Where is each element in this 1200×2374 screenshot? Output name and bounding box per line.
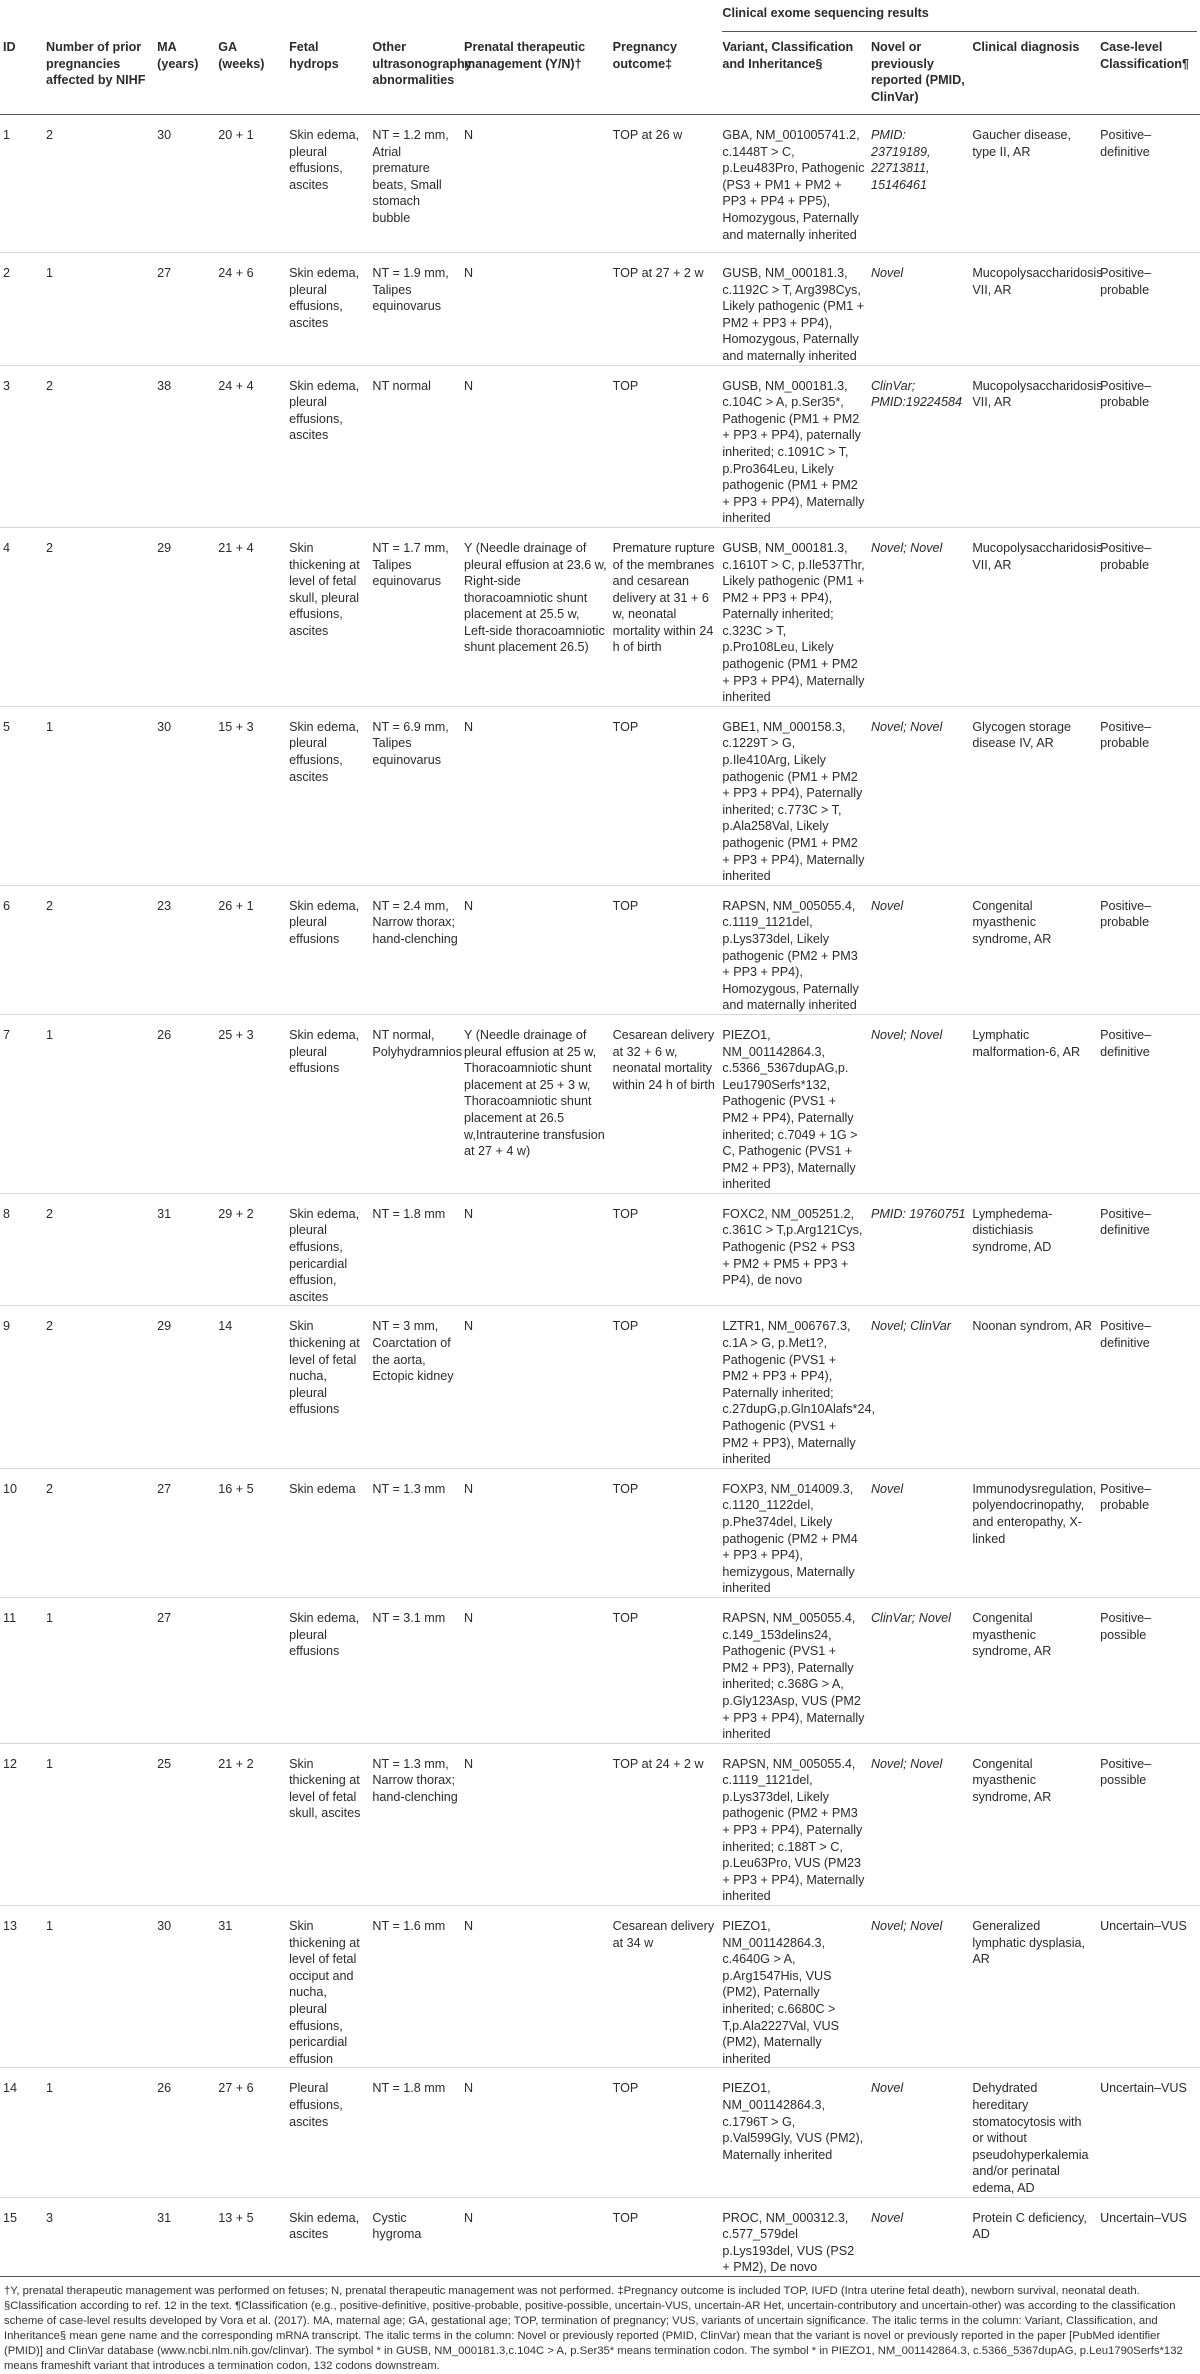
cell-prior: 2 — [46, 378, 54, 393]
cell-outcome: TOP — [612, 1610, 639, 1625]
header-row — [0, 37, 1200, 115]
cell-ma: 25 — [157, 1756, 172, 1771]
cell-outcome: TOP at 24 + 2 w — [612, 1756, 704, 1771]
cell-usg: NT = 1.8 mm — [372, 1206, 446, 1221]
cell-cls: Positive–definitive — [1100, 1206, 1152, 1238]
cell-ga: 26 + 1 — [218, 898, 254, 913]
table-row — [0, 1014, 1200, 1193]
cell-id: 7 — [3, 1027, 11, 1042]
table-row — [0, 1743, 1200, 1905]
cell-dx: Protein C deficiency, AD — [972, 2210, 1087, 2242]
cell-ma: 31 — [157, 1206, 172, 1221]
cell-mgmt: N — [464, 1319, 474, 1334]
cell-ga — [215, 1597, 286, 1743]
cell-cls: Uncertain–VUS — [1100, 2081, 1187, 2096]
table-footnotes — [0, 2277, 1200, 2374]
cell-outcome: TOP — [612, 719, 639, 734]
cell-hydrops: Skin thickening at level of fetal skull, pleural effusions, ascites — [289, 540, 360, 638]
cell-usg: NT = 1.6 mm — [372, 1919, 446, 1934]
cell-usg: NT normal — [372, 378, 431, 393]
col-header-dx: Clinical diagnosis — [972, 40, 1080, 54]
cell-dx: Glycogen storage disease IV, AR — [972, 719, 1072, 751]
cell-ga: 14 — [218, 1319, 233, 1334]
cell-ga: 20 + 1 — [218, 128, 254, 142]
cell-id: 15 — [3, 2210, 18, 2225]
cell-ga: 21 + 4 — [218, 540, 254, 555]
cell-usg: NT = 1.9 mm, Talipes equinovarus — [372, 266, 449, 314]
table-row — [0, 527, 1200, 706]
cell-variant: GUSB, NM_000181.3, c.104C > A, p.Ser35*, Pathogenic (PM1 + PM2 + PP3 + PP4), paternally inherited; c.1091C > T, p.Pro364Leu, Likely pathogenic (PM1 + PM2 + PP3 + PP4), Maternally inherited — [722, 378, 865, 526]
cell-id: 12 — [3, 1756, 18, 1771]
cell-mgmt: N — [464, 1756, 474, 1771]
cell-novel: PMID: 19760751 — [870, 1206, 966, 1221]
cell-outcome: TOP at 27 + 2 w — [612, 266, 704, 280]
table-row — [0, 1193, 1200, 1306]
cell-id: 4 — [3, 540, 11, 555]
col-header-cls: Case-level Classification¶ — [1100, 40, 1189, 71]
cell-id: 3 — [3, 378, 11, 393]
table-row — [0, 1597, 1200, 1743]
cell-ga: 21 + 2 — [218, 1756, 254, 1771]
cell-ga: 15 + 3 — [218, 719, 254, 734]
cell-ma: 29 — [157, 1319, 172, 1334]
cell-variant: GUSB, NM_000181.3, c.1192C > T, Arg398Cys, Likely pathogenic (PM1 + PM2 + PP3 + PP4), Homozygous, Paternally and maternally inherited — [722, 266, 865, 363]
cell-dx: Congenital myasthenic syndrome, AR — [972, 1756, 1052, 1804]
cell-novel: Novel; Novel — [870, 1919, 943, 1934]
cell-variant: FOXC2, NM_005251.2, c.361C > T,p.Arg121Cys, Pathogenic (PS2 + PS3 + PM2 + PM5 + PP3 + PP4), de novo — [722, 1206, 863, 1288]
table-row — [0, 1306, 1200, 1468]
cell-prior: 2 — [46, 540, 54, 555]
cell-novel: Novel; Novel — [870, 719, 943, 734]
cell-usg: NT = 1.8 mm — [372, 2081, 446, 2096]
cell-prior: 1 — [46, 2081, 54, 2096]
cell-cls: Positive–probable — [1100, 378, 1152, 410]
cell-ga: 27 + 6 — [218, 2081, 254, 2096]
cell-usg: NT normal, Polyhydramnios — [372, 1027, 462, 1059]
cell-hydrops: Skin edema, pleural effusions, ascites — [289, 378, 360, 443]
col-header-hydrops: Fetal hydrops — [289, 40, 339, 71]
table-row — [0, 2197, 1200, 2276]
cell-prior: 1 — [46, 719, 54, 734]
cell-outcome: TOP — [612, 378, 639, 393]
cell-id: 2 — [3, 266, 11, 280]
cell-mgmt: N — [464, 1206, 474, 1221]
cell-dx: Immunodysregulation, polyendocrinopathy, and enteropathy, X-linked — [972, 1481, 1097, 1546]
cell-novel: Novel — [870, 2210, 904, 2225]
cell-cls: Positive–probable — [1100, 540, 1152, 572]
cell-mgmt: N — [464, 1919, 474, 1934]
cell-variant: GBE1, NM_000158.3, c.1229T > G, p.Ile410Arg, Likely pathogenic (PM1 + PM2 + PP3 + PP4), Paternally inherited; c.773C > T, p.Ala258Val, Likely pathogenic (PM1 + PM2 + PP3 + PP4), Maternally inherited — [722, 719, 865, 884]
cell-id: 14 — [3, 2081, 18, 2096]
cell-hydrops: Skin edema, ascites — [289, 2210, 360, 2242]
cell-id: 10 — [3, 1481, 18, 1496]
cell-ma: 38 — [157, 378, 172, 393]
cell-ma: 27 — [157, 266, 172, 280]
cell-id: 13 — [3, 1919, 18, 1934]
cell-prior: 1 — [46, 1027, 54, 1042]
table-row — [0, 253, 1200, 366]
cell-novel: Novel; Novel — [870, 1756, 943, 1771]
cell-variant: RAPSN, NM_005055.4, c.1119_1121del, p.Lys373del, Likely pathogenic (PM2 + PM3 + PP3 + PP4), Paternally inherited; c.188T > C, p.Leu63Pro, VUS (PM23 + PP3 + PP4), Maternally inherited — [722, 1756, 865, 1904]
cell-prior: 1 — [46, 1919, 54, 1934]
table-row — [0, 365, 1200, 527]
cell-mgmt: N — [464, 1481, 474, 1496]
cell-prior: 2 — [46, 1481, 54, 1496]
table-row — [0, 1906, 1200, 2068]
cell-ga: 16 + 5 — [218, 1481, 254, 1496]
cell-hydrops: Skin edema, pleural effusions, ascites — [289, 128, 360, 192]
cell-hydrops: Skin edema, pleural effusions, ascites — [289, 719, 360, 784]
col-header-id: ID — [3, 40, 16, 54]
cell-dx: Generalized lymphatic dysplasia, AR — [972, 1919, 1086, 1967]
cell-id: 6 — [3, 898, 11, 913]
cell-hydrops: Skin edema, pleural effusions, pericardial effusion, ascites — [289, 1206, 360, 1304]
cell-prior: 2 — [46, 128, 54, 142]
cell-cls: Positive–probable — [1100, 898, 1152, 930]
cell-outcome: TOP — [612, 1481, 639, 1496]
cell-usg: NT = 1.3 mm, Narrow thorax; hand-clenching — [372, 1756, 458, 1804]
cell-id: 9 — [3, 1319, 11, 1334]
cell-cls: Positive–probable — [1100, 719, 1152, 751]
cell-usg: NT = 1.3 mm — [372, 1481, 446, 1496]
cell-usg: Cystic hygroma — [372, 2210, 422, 2242]
cell-ma: 30 — [157, 1919, 172, 1934]
cell-outcome: Premature rupture of the membranes and cesarean delivery at 31 + 6 w, neonatal mortality within 24 h of birth — [612, 540, 715, 655]
cell-usg: NT = 6.9 mm, Talipes equinovarus — [372, 719, 449, 768]
cell-hydrops: Skin edema, pleural effusions — [289, 898, 360, 946]
cell-hydrops: Skin thickening at level of fetal nucha, pleural effusions — [289, 1319, 360, 1417]
col-header-variant: Variant, Classification and Inheritance§ — [722, 40, 854, 71]
cell-prior: 1 — [46, 266, 54, 280]
cell-mgmt: N — [464, 266, 474, 280]
cell-dx: Congenital myasthenic syndrome, AR — [972, 1610, 1052, 1659]
cell-novel: Novel; Novel — [870, 1027, 943, 1042]
cell-dx: Dehydrated hereditary stomatocytosis with or without pseudohyperkalemia and/or perinatal edema, AD — [972, 2081, 1089, 2195]
cell-dx: Congenital myasthenic syndrome, AR — [972, 898, 1052, 946]
table-row — [0, 2068, 1200, 2197]
cell-hydrops: Pleural effusions, ascites — [289, 2081, 343, 2129]
col-header-ma: MA (years) — [157, 40, 199, 71]
cell-hydrops: Skin edema, pleural effusions, ascites — [289, 266, 360, 330]
cell-mgmt: N — [464, 898, 474, 913]
cell-outcome: TOP — [612, 1206, 639, 1221]
cell-mgmt: N — [464, 2081, 474, 2096]
col-header-ga: GA (weeks) — [218, 40, 265, 71]
cell-cls: Uncertain–VUS — [1100, 2210, 1187, 2225]
cell-id: 11 — [3, 1610, 17, 1625]
cell-dx: Gaucher disease, type II, AR — [972, 128, 1072, 159]
cell-prior: 1 — [46, 1756, 54, 1771]
cell-dx: Lymphatic malformation-6, AR — [972, 1027, 1081, 1059]
cell-prior: 3 — [46, 2210, 54, 2225]
cell-id: 1 — [3, 128, 11, 142]
cell-novel: PMID: 23719189, 22713811, 15146461 — [870, 128, 931, 192]
cell-novel: ClinVar; Novel — [870, 1610, 951, 1625]
cell-ga: 24 + 4 — [218, 378, 254, 393]
cell-dx: Mucopolysaccharidosis VII, AR — [972, 266, 1103, 297]
cell-ga: 13 + 5 — [218, 2210, 254, 2225]
table-row — [0, 1468, 1200, 1597]
cell-id: 5 — [3, 719, 11, 734]
cell-ma: 29 — [157, 540, 172, 555]
cell-mgmt: N — [464, 719, 474, 734]
cell-mgmt: N — [464, 128, 474, 142]
cell-novel: Novel — [870, 898, 904, 913]
cell-cls: Positive–definitive — [1100, 1319, 1152, 1351]
cell-mgmt: N — [464, 1610, 474, 1625]
cell-mgmt: Y (Needle drainage of pleural effusion at 23.6 w, Right-side thoracoamniotic shunt placement at 25.5 w, Left-side thoracoamniotic shunt placement 26.5) — [464, 540, 607, 655]
cell-outcome: TOP — [612, 2210, 639, 2225]
cell-usg: NT = 2.4 mm, Narrow thorax; hand-clenching — [372, 898, 458, 946]
cell-mgmt: N — [464, 2210, 474, 2225]
cell-dx: Mucopolysaccharidosis VII, AR — [972, 378, 1103, 410]
cell-outcome: Cesarean delivery at 34 w — [612, 1919, 715, 1950]
cell-novel: Novel — [870, 2081, 904, 2096]
cell-hydrops: Skin edema, pleural effusions — [289, 1027, 360, 1076]
cell-ga: 31 — [218, 1919, 233, 1934]
col-header-prior: Number of prior pregnancies affected by NIHF — [46, 40, 146, 88]
cell-prior: 2 — [46, 898, 54, 913]
cell-outcome: TOP — [612, 2081, 639, 2096]
cell-prior: 2 — [46, 1206, 54, 1221]
cell-cls: Positive–possible — [1100, 1756, 1152, 1788]
cell-variant: PIEZO1, NM_001142864.3, c.5366_5367dupAG,p. Leu1790Serfs*132, Pathogenic (PVS1 + PM2 + PP4), Paternally inherited; c.7049 + 1G > C, Pathogenic (PVS1 + PM2 + PP3), Maternally inherited — [722, 1027, 858, 1192]
table-body — [0, 115, 1200, 2277]
col-header-mgmt: Prenatal therapeutic management (Y/N)† — [464, 40, 586, 71]
cell-hydrops: Skin edema, pleural effusions — [289, 1610, 360, 1659]
cell-dx: Noonan syndrom, AR — [972, 1319, 1093, 1334]
cell-variant: PIEZO1, NM_001142864.3, c.1796T > G, p.Val599Gly, VUS (PM2), Maternally inherited — [722, 2081, 864, 2162]
cell-variant: RAPSN, NM_005055.4, c.149_153delins24, Pathogenic (PVS1 + PM2 + PP3), Paternally inherited; c.368G > A, p.Gly123Asp, VUS (PM2 + PP3 + PP4), Maternally inherited — [722, 1610, 865, 1742]
cell-prior: 2 — [46, 1319, 54, 1334]
cell-ga: 29 + 2 — [218, 1206, 254, 1221]
cell-cls: Uncertain–VUS — [1100, 1919, 1187, 1934]
table-row — [0, 706, 1200, 885]
cell-variant: LZTR1, NM_006767.3, c.1A > G, p.Met1?, Pathogenic (PVS1 + PM2 + PP3 + PP4), Paternally inherited; c.27dupG,p.Gln10Alafs*24, Pathogenic (PVS1 + PM2 + PP3), Maternally inherited — [722, 1319, 875, 1467]
cell-usg: NT = 1.7 mm, Talipes equinovarus — [372, 540, 449, 589]
cell-outcome: TOP — [612, 1319, 639, 1334]
cell-outcome: TOP — [612, 898, 639, 913]
cell-variant: RAPSN, NM_005055.4, c.1119_1121del, p.Lys373del, Likely pathogenic (PM2 + PM3 + PP3 + PP4), Homozygous, Paternally and maternally inherited — [722, 898, 859, 1013]
cell-cls: Positive–probable — [1100, 266, 1152, 297]
cell-hydrops: Skin edema — [289, 1481, 356, 1496]
cell-dx: Mucopolysaccharidosis VII, AR — [972, 540, 1103, 572]
cell-mgmt: Y (Needle drainage of pleural effusion at 25 w, Thoracoamniotic shunt placement at 25 + 3 w, Thoracoamniotic shunt placement at 26.5 w,Intrauterine transfusion at 27 + 4 w) — [464, 1027, 605, 1159]
cell-ma: 31 — [157, 2210, 172, 2225]
col-header-outcome: Pregnancy outcome‡ — [612, 40, 678, 71]
table-row — [0, 115, 1200, 253]
cell-outcome: Cesarean delivery at 32 + 6 w, neonatal mortality within 24 h of birth — [612, 1027, 715, 1092]
cell-usg: NT = 3.1 mm — [372, 1610, 446, 1625]
cell-ma: 27 — [157, 1610, 172, 1625]
cell-ma: 26 — [157, 1027, 172, 1042]
group-header: Clinical exome sequencing results — [719, 0, 1200, 37]
cell-cls: Positive–definitive — [1100, 128, 1152, 159]
cell-variant: GUSB, NM_000181.3, c.1610T > C, p.Ile537Thr, Likely pathogenic (PM1 + PM2 + PP3 + PP4), Paternally inherited; c.323C > T, p.Pro108Leu, Likely pathogenic (PM1 + PM2 + PP3 + PP4), Maternally inherited — [722, 540, 865, 705]
cell-cls: Positive–probable — [1100, 1481, 1152, 1513]
cell-dx: Lymphedema-distichiasis syndrome, AD — [972, 1206, 1053, 1255]
cell-prior: 1 — [46, 1610, 54, 1625]
cell-cls: Positive–possible — [1100, 1610, 1152, 1642]
cell-usg: NT = 3 mm, Coarctation of the aorta, Ectopic kidney — [372, 1319, 454, 1384]
cell-novel: ClinVar; PMID:19224584 — [870, 378, 962, 410]
cell-ma: 26 — [157, 2081, 172, 2096]
cell-cls: Positive–definitive — [1100, 1027, 1152, 1059]
footnote-text: †Y, prenatal therapeutic management was performed on fetuses; N, prenatal therapeutic management was not performed. ‡Pregnancy outcome is included TOP, IUFD (Intra uterine fetal death), newborn survival, neonatal death. §Classification according to ref. 12 in the text. ¶Classification (e.g., positive-definitive, positive-probable, positive-possible, uncertain-VUS, uncertain-AR Het, uncertain-contributory and uncertain-other) was according to the classification scheme of case-level results developed by Vora et al. (2017). MA, maternal age; GA, gestational age; TOP, termination of pregnancy; VUS, variants of uncertain significance. The italic terms in the column: Variant, Classification, and Inheritance§ mean gene name and the corresponding mRNA transcript. The italic terms in the column: Novel or previously reported (PMID, ClinVar) mean that the variant is novel or previously reported in the paper [PubMed identifier (PMID)] and ClinVar database (www.ncbi.nlm.nih.gov/clinvar). The symbol * in GUSB, NM_000181.3,c.104C > A, p.Ser35* means termination codon. The symbol * in PIEZO1, NM_001142864.3, c.5366_5367dupAG, p.Leu1790Serfs*132 means frameshift variant that introduces a termination codon, 132 codons downstream. — [4, 2284, 1183, 2372]
cell-outcome: TOP at 26 w — [612, 128, 683, 142]
cell-ma: 23 — [157, 898, 172, 913]
cell-mgmt: N — [464, 378, 474, 393]
col-header-usg: Other ultrasonography abnormalities — [372, 40, 472, 88]
cell-ma: 27 — [157, 1481, 172, 1496]
cell-variant: PROC, NM_000312.3, c.577_579del p.Lys193del, VUS (PS2 + PM2), De novo — [722, 2210, 855, 2275]
cell-usg: NT = 1.2 mm, Atrial premature beats, Small stomach bubble — [372, 128, 449, 225]
cell-hydrops: Skin thickening at level of fetal occiput and nucha, pleural effusions, pericardial effusion — [289, 1919, 360, 2066]
cell-ma: 30 — [157, 719, 172, 734]
cell-hydrops: Skin thickening at level of fetal skull, ascites — [289, 1756, 361, 1821]
cell-ma: 30 — [157, 128, 172, 142]
cell-ga: 24 + 6 — [218, 266, 254, 280]
cell-novel: Novel; Novel — [870, 540, 943, 555]
table-row — [0, 885, 1200, 1014]
col-header-novel: Novel or previously reported (PMID, ClinVar) — [870, 40, 965, 104]
cell-id: 8 — [3, 1206, 11, 1221]
cell-variant: FOXP3, NM_014009.3, c.1120_1122del, p.Phe374del, Likely pathogenic (PM2 + PM4 + PP3 + PP4), hemizygous, Maternally inherited — [722, 1481, 858, 1596]
cell-novel: Novel — [870, 266, 904, 280]
cell-variant: PIEZO1, NM_001142864.3, c.4640G > A, p.Arg1547His, VUS (PM2), Paternally inherited; c.6680C > T,p.Ala2227Val, VUS (PM2), Maternally inherited — [722, 1919, 840, 2066]
cell-novel: Novel — [870, 1481, 904, 1496]
cell-variant: GBA, NM_001005741.2, c.1448T > C, p.Leu483Pro, Pathogenic (PS3 + PM1 + PM2 + PP3 + PP4 + PP5), Homozygous, Paternally and maternally inherited — [722, 128, 865, 242]
cell-novel: Novel; ClinVar — [870, 1319, 951, 1334]
cell-ga: 25 + 3 — [218, 1027, 254, 1042]
